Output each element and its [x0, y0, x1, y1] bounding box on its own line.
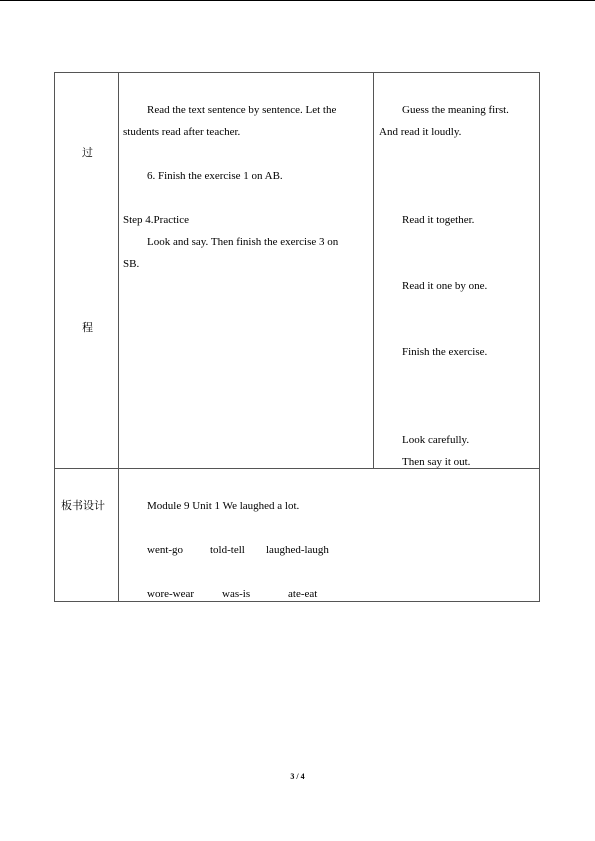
table-border-left: [54, 72, 55, 602]
board-design-label: 板书设计: [61, 499, 105, 512]
teacher-line: students read after teacher.: [123, 126, 241, 138]
student-line: Guess the meaning first.: [402, 104, 509, 116]
process-label-top: 过: [82, 146, 93, 159]
process-label-bottom: 程: [82, 321, 93, 334]
teacher-line: Read the text sentence by sentence. Let the: [147, 104, 337, 116]
page-number: 3 / 4: [290, 772, 305, 781]
table-border-top: [54, 72, 540, 73]
verb-pair: went-go: [147, 544, 184, 556]
student-line: Read it one by one.: [402, 280, 488, 292]
verb-pair: wore-wear: [147, 588, 195, 600]
table-column-divider-1: [118, 72, 119, 602]
top-rule: [0, 0, 595, 1]
verb-pair: laughed-laugh: [266, 544, 329, 556]
teacher-line: Look and say. Then finish the exercise 3 on: [147, 236, 339, 248]
student-line: Then say it out.: [402, 456, 471, 468]
verb-pair: ate-eat: [288, 588, 318, 600]
student-line: Finish the exercise.: [402, 346, 488, 358]
table-border-bottom: [54, 601, 540, 602]
verb-pair: was-is: [222, 588, 251, 600]
table-column-divider-2: [373, 72, 374, 469]
board-design-title: Module 9 Unit 1 We laughed a lot.: [147, 500, 300, 512]
student-line: And read it loudly.: [379, 126, 462, 138]
table-border-right: [539, 72, 540, 602]
teacher-line: Step 4.Practice: [123, 214, 189, 226]
teacher-line: 6. Finish the exercise 1 on AB.: [147, 170, 283, 182]
student-line: Look carefully.: [402, 434, 470, 446]
teacher-line: SB.: [123, 258, 140, 270]
student-line: Read it together.: [402, 214, 475, 226]
verb-pair: told-tell: [210, 544, 245, 556]
